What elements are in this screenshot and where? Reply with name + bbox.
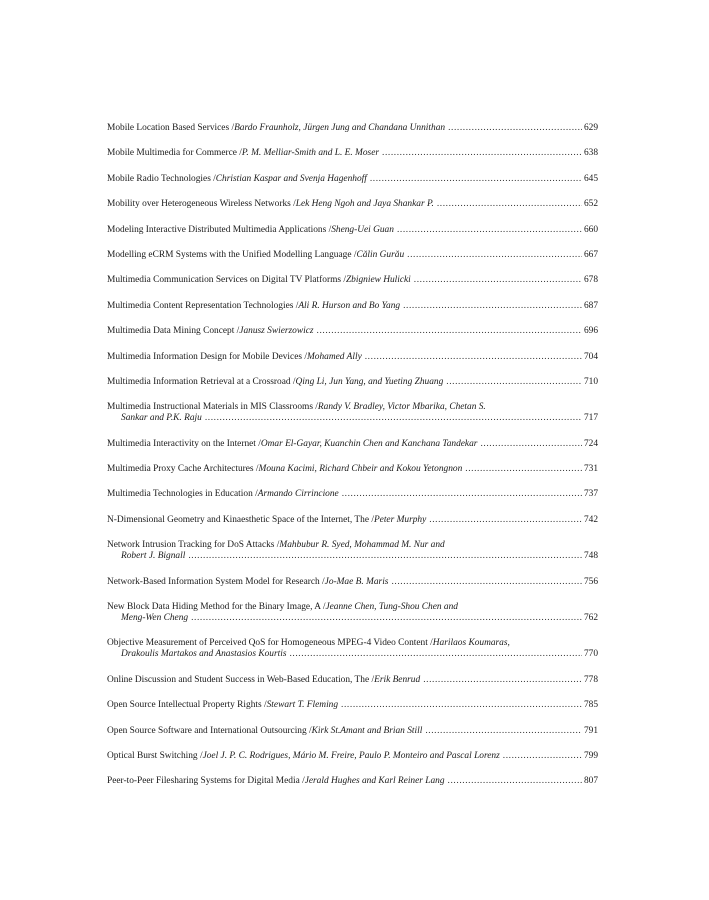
entry-authors: Erik Benrud: [374, 674, 421, 685]
entry-authors-continued: Meng-Wen Cheng: [121, 613, 189, 624]
toc-line: [107, 174, 598, 185]
entry-title: Mobile Location Based Services /: [107, 123, 235, 133]
entry-title: Modeling Interactive Distributed Multimedia Applications /: [107, 224, 332, 235]
entry-authors: Omar El-Gayar, Kuanchin Chen and Kanchana Tandekar: [260, 438, 478, 449]
entry-authors-continued: Sankar and P.K. Raju: [121, 413, 202, 424]
page-number: 667: [583, 249, 598, 260]
toc-line: [107, 301, 598, 312]
entry-authors: Qing Li, Jun Yang, and Yueting Zhuang: [295, 376, 444, 387]
toc-entry[interactable]: [107, 250, 598, 261]
dot-leader: [465, 464, 582, 475]
entry-authors: Joel J. P. C. Rodrigues, Mário M. Freire, Paulo P. Monteiro and Pascal Lorenz: [202, 750, 500, 761]
toc-entry[interactable]: [107, 638, 598, 660]
toc-line: [107, 275, 598, 286]
toc-entry[interactable]: [107, 675, 598, 686]
entry-title: Peer-to-Peer Filesharing Systems for Digital Media /: [107, 776, 305, 787]
page-number: 638: [583, 148, 598, 159]
entry-title: Network Intrusion Tracking for DoS Attacks /: [107, 540, 280, 551]
entry-title: Optical Burst Switching /: [107, 750, 203, 761]
toc-line: [107, 250, 598, 261]
entry-title: Open Source Software and International Outsourcing /: [107, 725, 312, 736]
toc-entry[interactable]: [107, 577, 598, 588]
dot-leader: [407, 250, 582, 261]
entry-authors: Jerald Hughes and Karl Reiner Lang: [304, 776, 445, 787]
entry-title: Modelling eCRM Systems with the Unified Modelling Language /: [107, 249, 357, 260]
toc-line: [107, 700, 598, 711]
toc-line: [107, 377, 598, 388]
entry-title: Mobile Radio Technologies /: [107, 173, 216, 184]
entry-authors: P. M. Melliar-Smith and L. E. Moser: [241, 148, 380, 159]
dot-leader: [289, 649, 581, 660]
page-number: 742: [583, 514, 598, 525]
page-number: 678: [583, 275, 598, 286]
page-number: 762: [583, 613, 598, 624]
entry-title: Multimedia Technologies in Education /: [107, 489, 258, 500]
entry-authors: Lek Heng Ngoh and Jaya Shankar P.: [295, 199, 434, 210]
entry-title: Multimedia Data Mining Concept /: [107, 326, 240, 337]
page-number: 778: [583, 674, 598, 685]
entry-authors: Bardo Fraunholz, Jürgen Jung and Chandana Unnithan: [234, 123, 446, 133]
entry-authors: Janusz Swierzowicz: [239, 326, 314, 337]
toc-entry[interactable]: [107, 377, 598, 388]
toc-line: [107, 515, 598, 526]
entry-title: New Block Data Hiding Method for the Binary Image, A /: [107, 602, 326, 613]
entry-authors: Randy V. Bradley, Victor Mbarika, Chetan S.: [317, 402, 486, 413]
toc-entry[interactable]: [107, 751, 598, 762]
dot-leader: [342, 489, 582, 500]
entry-title: Multimedia Information Design for Mobile Devices /: [107, 351, 307, 362]
entry-authors: Zbigniew Hulicki: [345, 275, 411, 286]
toc-line: [107, 352, 598, 363]
toc-line: [107, 751, 598, 762]
toc-line: [107, 148, 598, 159]
dot-leader: [448, 123, 582, 134]
toc-entry[interactable]: [107, 225, 598, 236]
entry-title: Open Source Intellectual Property Rights /: [107, 700, 267, 711]
entry-authors: Ali R. Hurson and Bo Yang: [298, 300, 401, 311]
toc-line: [107, 726, 598, 737]
dot-leader: [437, 199, 582, 210]
entry-title: Multimedia Interactivity on the Internet /: [107, 438, 261, 449]
dot-leader: [382, 148, 582, 159]
page-number: 807: [583, 776, 598, 787]
toc-entry[interactable]: [107, 199, 598, 210]
toc-line: [107, 402, 598, 413]
page-number: 645: [583, 173, 598, 184]
toc-entry[interactable]: [107, 464, 598, 475]
table-of-contents: [107, 123, 598, 802]
entry-title: Mobility over Heterogeneous Wireless Networks /: [107, 199, 296, 210]
page-number: 696: [583, 326, 598, 337]
dot-leader: [414, 275, 582, 286]
dot-leader: [391, 577, 581, 588]
entry-authors-continued: Drakoulis Martakos and Anastasios Kourtis: [121, 649, 287, 660]
page-number: 731: [583, 464, 598, 475]
entry-authors: Armando Cirrincione: [257, 489, 339, 500]
page-number: 687: [583, 300, 598, 311]
entry-authors: Kirk St.Amant and Brian Still: [311, 725, 423, 736]
entry-authors: Peter Murphy: [373, 514, 427, 525]
entry-title: N-Dimensional Geometry and Kinaesthetic Space of the Internet, The /: [107, 514, 374, 525]
dot-leader: [397, 225, 582, 236]
entry-authors: Jeanne Chen, Tung-Shou Chen and: [325, 602, 458, 613]
toc-line: [107, 675, 598, 686]
entry-authors: Jo-Mae B. Maris: [324, 576, 389, 587]
toc-line: [107, 199, 598, 210]
page-number: 717: [583, 413, 598, 424]
page-number: 629: [583, 123, 598, 133]
toc-line: [107, 123, 598, 134]
dot-leader: [446, 377, 582, 388]
dot-leader: [425, 726, 582, 737]
toc-entry[interactable]: [107, 148, 598, 159]
page-number: 770: [583, 649, 598, 660]
entry-title: Multimedia Information Retrieval at a Crossroad /: [107, 376, 296, 387]
page-number: 660: [583, 224, 598, 235]
entry-authors: Mouna Kacimi, Richard Chbeir and Kokou Yetongnon: [258, 464, 463, 475]
entry-authors: Călin Gurău: [356, 249, 405, 260]
toc-line-continued: [107, 613, 598, 624]
toc-entry[interactable]: [107, 515, 598, 526]
toc-line: [107, 225, 598, 236]
toc-entry[interactable]: [107, 489, 598, 500]
dot-leader: [191, 613, 582, 624]
toc-line-continued: [107, 413, 598, 424]
entry-title: Multimedia Instructional Materials in MIS Classrooms /: [107, 402, 318, 413]
dot-leader: [317, 326, 582, 337]
toc-entry[interactable]: [107, 352, 598, 363]
page-number: 785: [583, 700, 598, 711]
page-number: 799: [583, 750, 598, 761]
page-number: 737: [583, 489, 598, 500]
entry-authors: Sheng-Uei Guan: [331, 224, 394, 235]
toc-line-continued: [107, 551, 598, 562]
dot-leader: [429, 515, 582, 526]
entry-title: Multimedia Communication Services on Digital TV Platforms /: [107, 275, 346, 286]
toc-line: [107, 540, 598, 551]
toc-line: [107, 577, 598, 588]
entry-title: Objective Measurement of Perceived QoS for Homogeneous MPEG-4 Video Content /: [107, 638, 433, 649]
dot-leader: [403, 301, 582, 312]
page-number: 710: [583, 376, 598, 387]
dot-leader: [423, 675, 582, 686]
entry-title: Multimedia Proxy Cache Architectures /: [107, 464, 259, 475]
entry-authors-continued: Robert J. Bignall: [121, 551, 186, 562]
dot-leader: [205, 413, 582, 424]
toc-line: [107, 489, 598, 500]
toc-line: [107, 638, 598, 649]
toc-line: [107, 326, 598, 337]
toc-entry[interactable]: [107, 275, 598, 286]
toc-line-continued: [107, 649, 598, 660]
toc-entry[interactable]: [107, 602, 598, 624]
entry-title: Online Discussion and Student Success in Web-Based Education, The /: [107, 674, 375, 685]
toc-entry[interactable]: [107, 174, 598, 185]
dot-leader: [188, 551, 582, 562]
entry-authors: Christian Kaspar and Svenja Hagenhoff: [215, 173, 367, 184]
dot-leader: [341, 700, 582, 711]
page-number: 791: [583, 725, 598, 736]
toc-entry[interactable]: [107, 123, 598, 134]
toc-entry[interactable]: [107, 301, 598, 312]
toc-line: [107, 439, 598, 450]
entry-title: Mobile Multimedia for Commerce /: [107, 148, 242, 159]
page-number: 704: [583, 351, 598, 362]
toc-entry[interactable]: [107, 402, 598, 424]
dot-leader: [448, 776, 582, 787]
entry-authors: Stewart T. Fleming: [266, 700, 339, 711]
dot-leader: [365, 352, 582, 363]
toc-entry[interactable]: [107, 726, 598, 737]
toc-entry[interactable]: [107, 540, 598, 562]
dot-leader: [480, 439, 582, 450]
toc-entry[interactable]: [107, 700, 598, 711]
entry-authors: Mohamed Ally: [306, 351, 362, 362]
toc-entry[interactable]: [107, 439, 598, 450]
dot-leader: [370, 174, 582, 185]
page-number: 748: [583, 551, 598, 562]
toc-line: [107, 602, 598, 613]
toc-line: [107, 464, 598, 475]
toc-entry[interactable]: [107, 776, 598, 787]
page-number: 756: [583, 576, 598, 587]
dot-leader: [503, 751, 582, 762]
entry-authors: Mahbubur R. Syed, Mohammad M. Nur and: [279, 540, 445, 551]
toc-line: [107, 776, 598, 787]
page-number: 652: [583, 199, 598, 210]
page-number: 724: [583, 438, 598, 449]
toc-entry[interactable]: [107, 326, 598, 337]
entry-authors: Harilaos Koumaras,: [432, 638, 510, 649]
entry-title: Network-Based Information System Model for Research /: [107, 576, 325, 587]
entry-title: Multimedia Content Representation Technologies /: [107, 300, 299, 311]
